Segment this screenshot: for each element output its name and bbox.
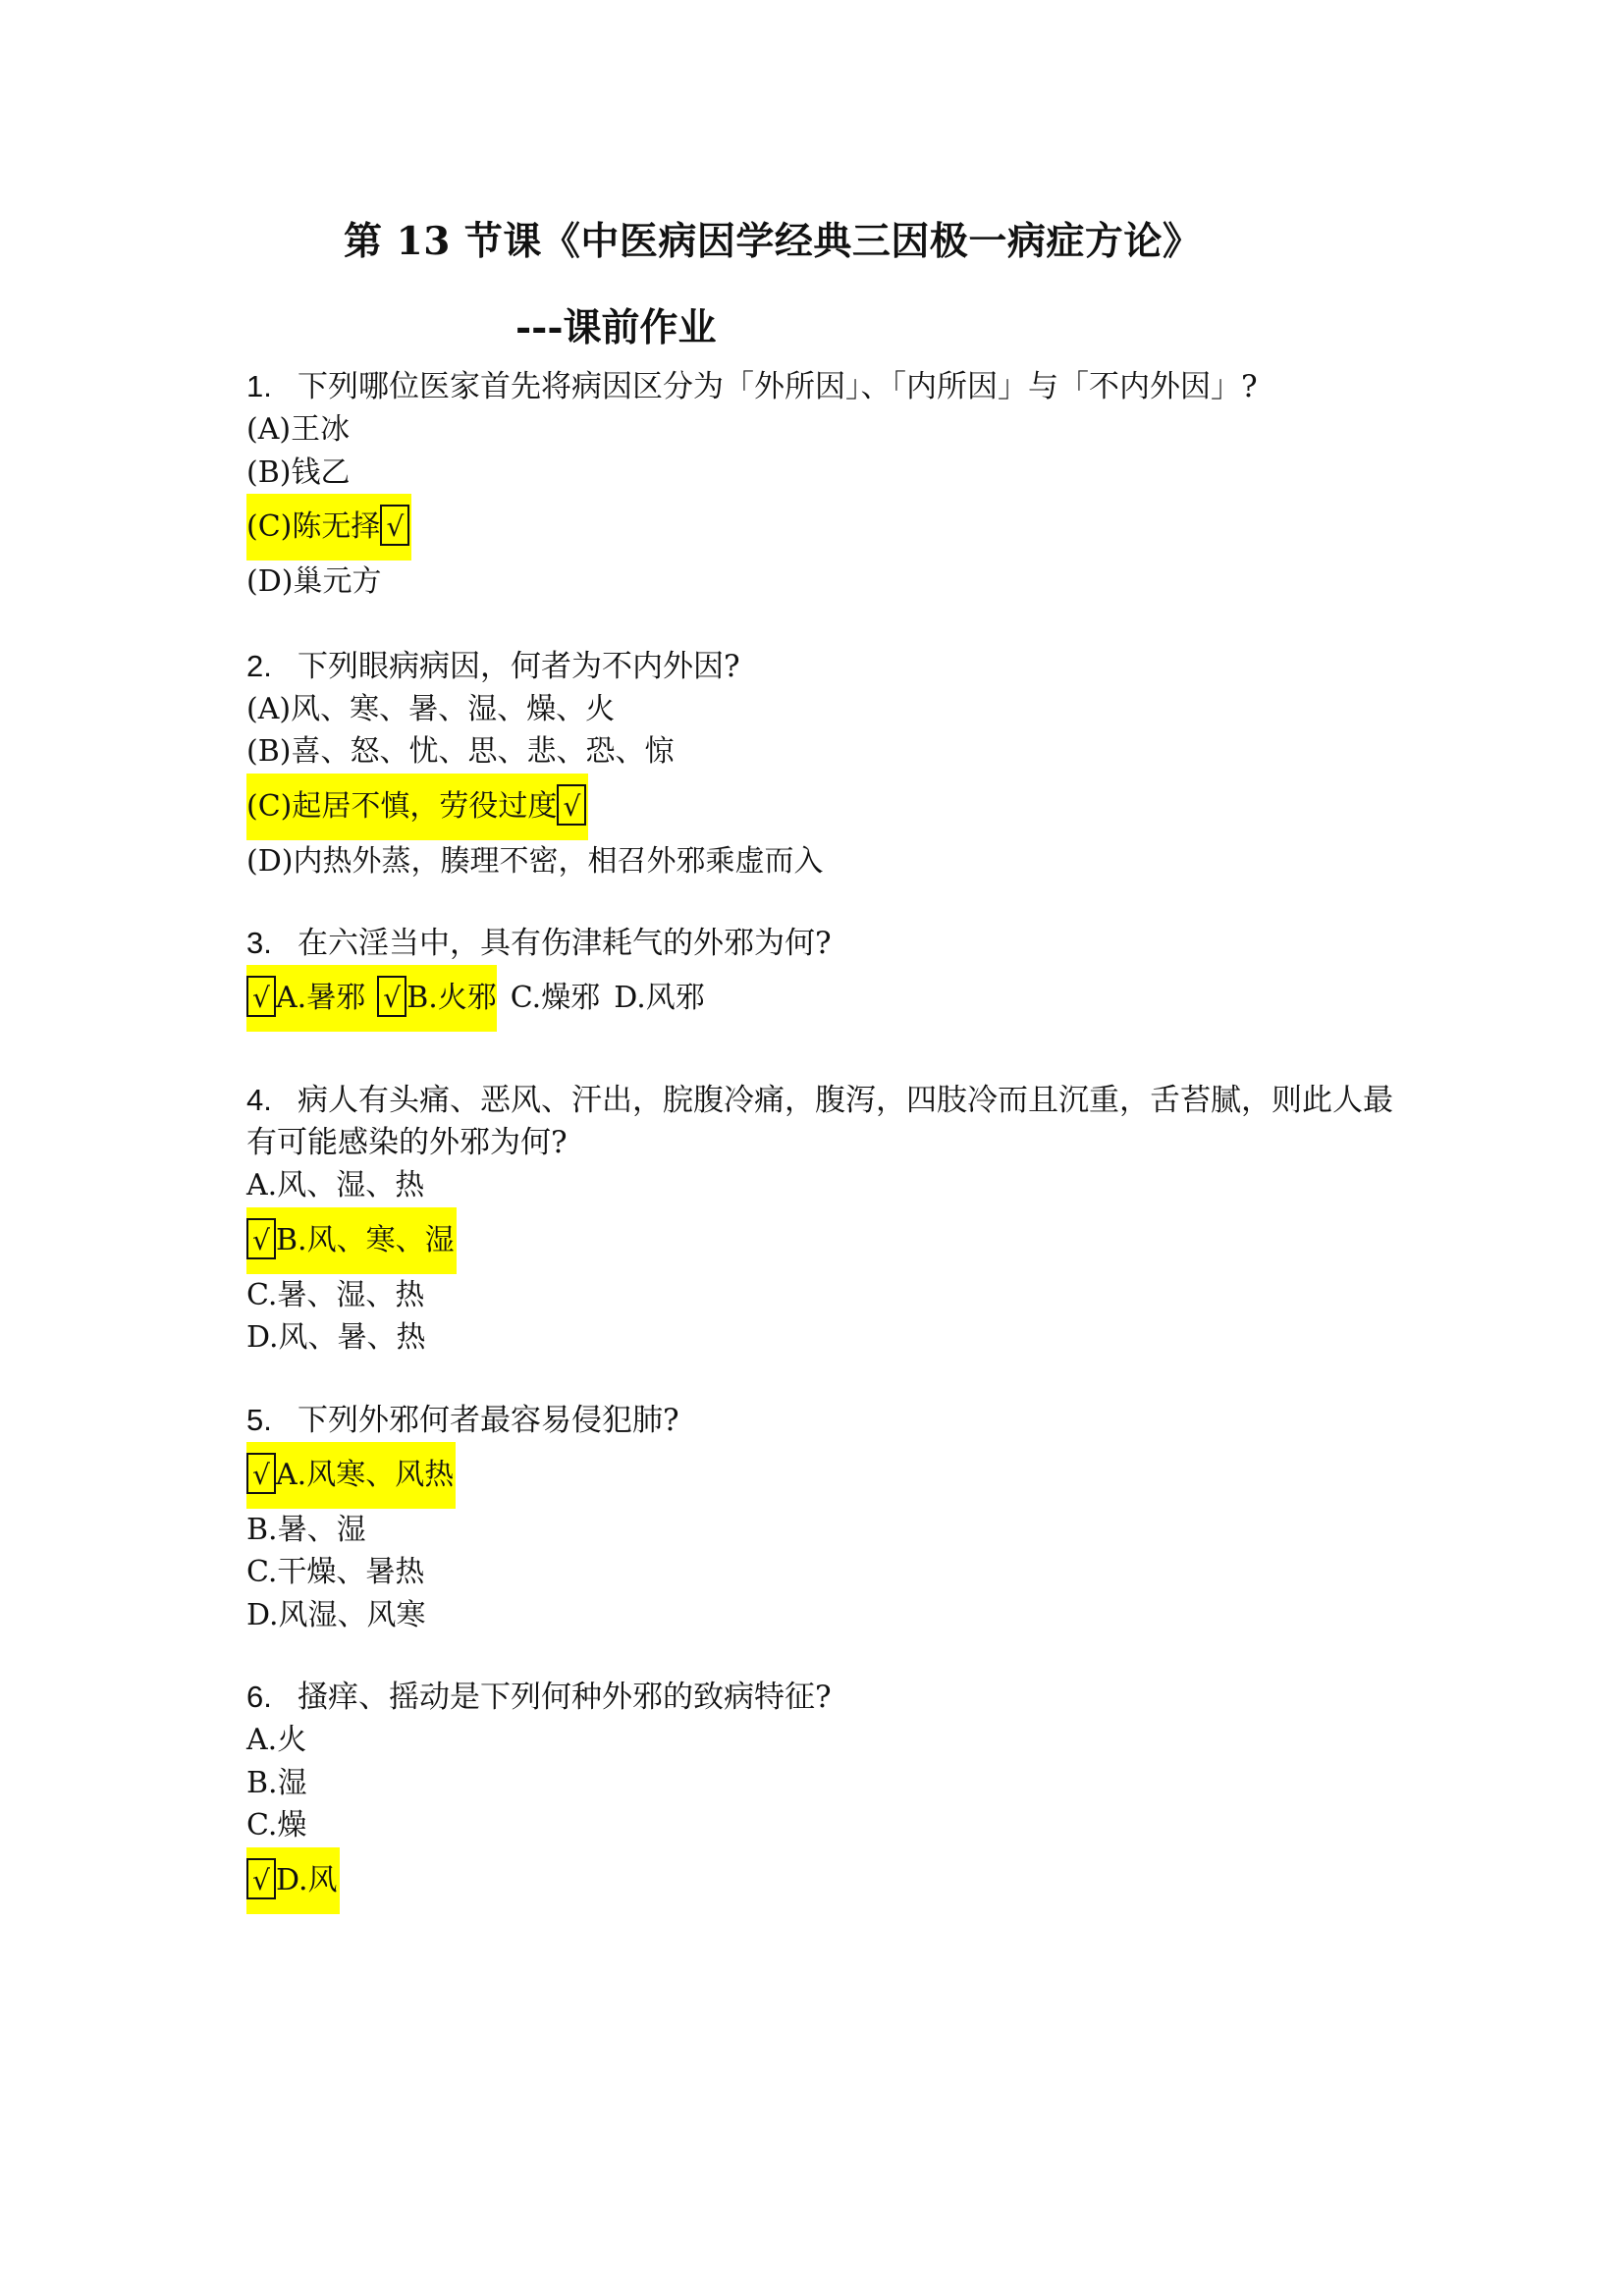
check-mark-icon: √ xyxy=(557,784,586,826)
option-d: D.风邪 xyxy=(614,981,705,1015)
option-a-correct xyxy=(246,1442,456,1509)
option-b: B.暑、湿 xyxy=(246,1512,366,1547)
question-number: 2. xyxy=(246,648,272,683)
option-d: (D)巢元方 xyxy=(246,564,382,599)
option-b-correct xyxy=(246,1207,457,1274)
question-number: 5. xyxy=(246,1402,272,1437)
question-text: 在六淫当中，具有伤津耗气的外邪为何? xyxy=(298,926,832,961)
option-b: (B)钱乙 xyxy=(246,454,351,490)
option-a: (A)王冰 xyxy=(246,412,351,447)
option-a: A.风、湿、热 xyxy=(246,1168,425,1202)
options-row xyxy=(246,965,1405,1032)
option-text: B.火邪 xyxy=(406,981,497,1015)
question-2-stem xyxy=(246,645,1405,688)
option-a: (A)风、寒、暑、湿、燥、火 xyxy=(246,691,616,726)
option-text: (C)起居不慎，劳役过度 xyxy=(246,788,558,824)
correct-answer-row xyxy=(246,1442,1405,1509)
page-title: 第 13 节课《中医病因学经典三因极一病症方论》 xyxy=(344,219,1202,264)
question-3-stem xyxy=(246,922,1405,965)
option-text: A.风寒、风热 xyxy=(276,1457,455,1492)
option-d-correct xyxy=(246,1847,340,1914)
option-c: C.干燥、暑热 xyxy=(246,1555,425,1589)
page-subtitle: ---课前作业 xyxy=(515,305,717,350)
question-3 xyxy=(246,922,1405,1032)
question-1 xyxy=(246,365,1405,604)
correct-answer-row xyxy=(246,774,1405,840)
option-c: C.燥邪 xyxy=(510,981,601,1015)
option-c: C.燥 xyxy=(246,1808,307,1842)
correct-answer-row xyxy=(246,1207,1405,1274)
option-d: (D)内热外蒸，腠理不密，相召外邪乘虚而入 xyxy=(246,843,824,879)
question-text: 病人有头痛、恶风、汗出，脘腹冷痛，腹泻，四肢冷而且沉重，舌苔腻，则此人最有可能感染的外邪为何? xyxy=(246,1083,1393,1160)
check-mark-icon: √ xyxy=(246,1218,276,1259)
question-number: 1. xyxy=(246,369,272,403)
question-5-stem xyxy=(246,1399,1405,1442)
option-b: B.湿 xyxy=(246,1765,307,1800)
question-text: 下列眼病病因，何者为不内外因? xyxy=(298,648,740,684)
question-6-stem xyxy=(246,1676,1405,1719)
option-text: (C)陈无择 xyxy=(246,509,381,544)
question-number: 4. xyxy=(246,1083,272,1117)
correct-answer-row xyxy=(246,494,1405,561)
option-text: D.风 xyxy=(276,1862,338,1897)
question-number: 3. xyxy=(246,926,272,960)
option-b: (B)喜、怒、忧、思、悲、恐、惊 xyxy=(246,734,675,769)
question-list xyxy=(246,365,1405,1914)
question-text: 下列哪位医家首先将病因区分为「外所因」、「内所因」与「不内外因」? xyxy=(298,369,1258,404)
option-text: B.风、寒、湿 xyxy=(276,1222,455,1257)
correct-answer-row xyxy=(246,1847,1405,1914)
question-number: 6. xyxy=(246,1680,272,1714)
option-d: D.风湿、风寒 xyxy=(246,1597,426,1632)
check-mark-icon: √ xyxy=(246,976,276,1017)
option-c: C.暑、湿、热 xyxy=(246,1277,425,1312)
question-1-stem xyxy=(246,365,1405,408)
question-2 xyxy=(246,645,1405,883)
check-mark-icon: √ xyxy=(246,1858,276,1899)
option-a: A.火 xyxy=(246,1723,307,1757)
check-mark-icon: √ xyxy=(246,1453,276,1494)
option-text: A.暑邪 xyxy=(276,981,366,1015)
question-4 xyxy=(246,1079,1405,1360)
option-c-correct xyxy=(246,494,411,561)
question-5 xyxy=(246,1399,1405,1637)
option-c-correct xyxy=(246,774,588,840)
check-mark-icon: √ xyxy=(380,505,409,546)
option-d: D.风、暑、热 xyxy=(246,1320,426,1355)
option-a-correct xyxy=(246,965,497,1032)
question-text: 下列外邪何者最容易侵犯肺? xyxy=(298,1402,679,1438)
question-text: 搔痒、摇动是下列何种外邪的致病特征? xyxy=(298,1680,832,1715)
question-6 xyxy=(246,1676,1405,1914)
question-4-stem xyxy=(246,1079,1405,1164)
check-mark-icon: √ xyxy=(377,976,406,1017)
